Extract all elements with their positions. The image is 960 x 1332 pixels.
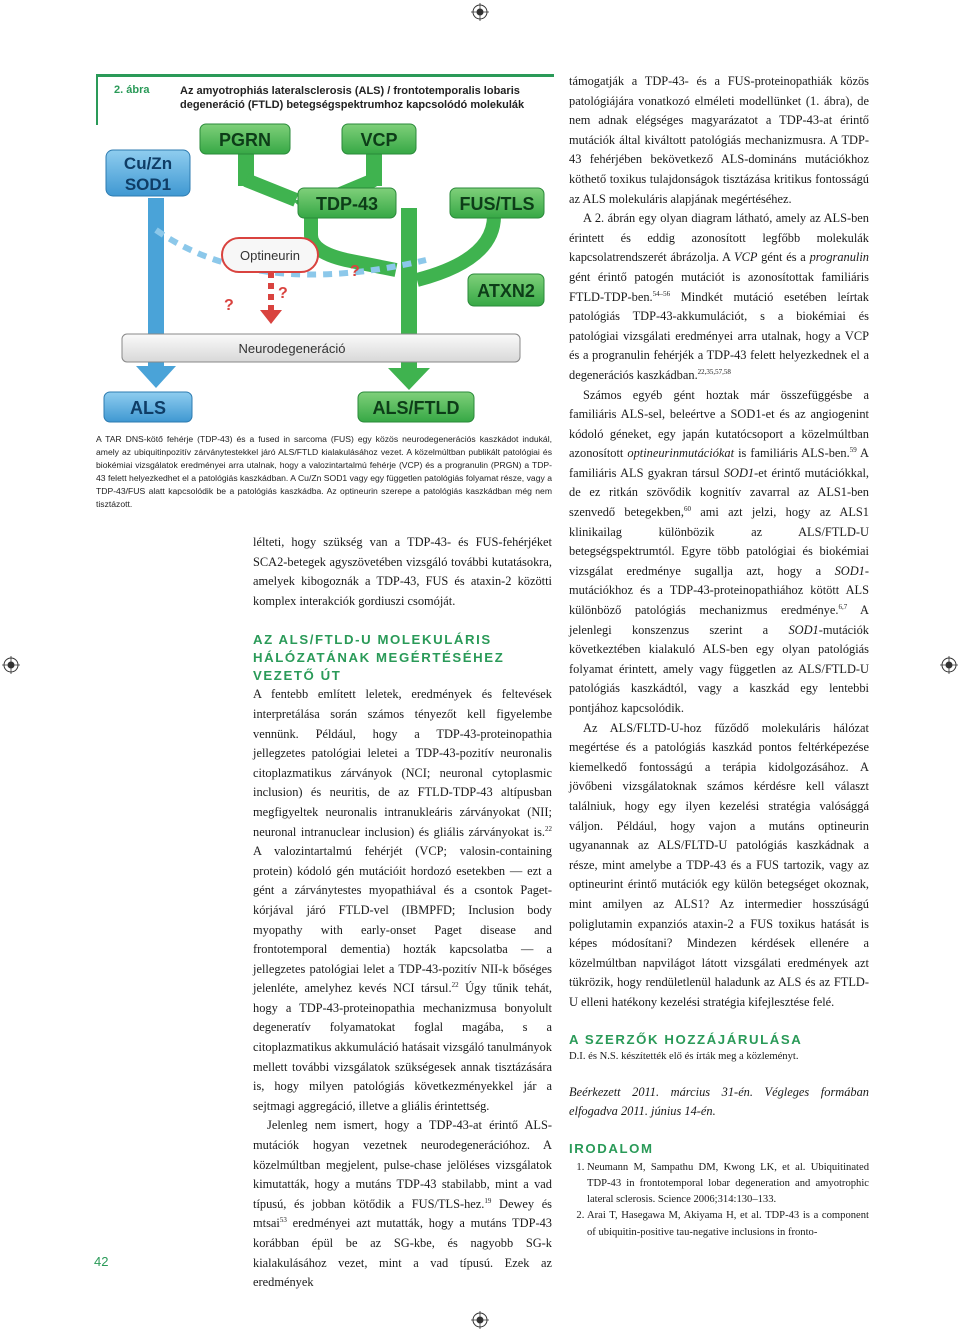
paragraph: Számos egyéb gént hoztak már összefüggésbe a familiáris ALS-sel, beleértve a SOD1-et és az angiogenint kódoló géneket, egy japán kutatócsoport a közelmúltban azonosított optineurinmutációkat is familiáris ALS-ben.$^{59}$ A familiáris ALS gyakran társul SOD1-et érintő mutációkkal, de ez ritkán szövődik kognitív zavarral az ALS1-ben szenvedő betegekben,$^{60}$ ami azt jelzi, hogy az ALS1 klinikailag különbözik az ALS/FTLD-U betegségspektrumtól. Egyre több patológiai és biokémiai vizsgálat eredménye sugallja azt, hogy a SOD1-mutációkhoz és a TDP-43-proteinopathiához kötött ALS különböző patológiás mechanizmus eredménye.$^{6,7}$ A jelenlegi konszenzus szerint a SOD1-mutációk következtében kialakuló ALS-ben egy olyan patológiás folyamat érintett, amely vagy független az ALS/FTLD-U patológiás kaszkádtól, vagy a kaszkád egy lentebbi pontjához kapcsolódik. [569, 387, 870, 715]
question-mark-1: ? [224, 297, 234, 314]
node-alsftld-label: ALS/FTLD [372, 398, 460, 418]
right-column [569, 72, 869, 1241]
references-heading: IRODALOM [569, 1140, 654, 1156]
question-mark-2: ? [278, 285, 288, 302]
paragraph: Az ALS/FLTD-U-hoz fűződő molekuláris hálózat megértése és a patológiás kaszkád pontos feltérképezése kiemelkedő fontosságú a terápia kidolgozásához. A jövőbeni vizsgálatoknak számos kérdésre kell választ találniuk, hogy egy ilyen kezelési stratégia valósággá váljon. Például, hogy vajon a mutáns optineurin ugyanannak az ALS/FLTD-U patológiás kaszkádnak a része, mint amelybe a TDP-43 és a FUS tartozik, vagy az optineurint érintő mutációk egy külön betegséget okoznak, mint amilyen az ALS1? Az intermedier hosszúságú poliglutamin expanziós ataxin-2 a FUS toxikus hatását is képes módosítani? Mindezen kérdések ellenére a közelmúltban napvilágot látott vizsgálati eredmények azt tükrözik, hogy rendületlenül haladunk az ALS és az FTLD-U elleni hatékony kezelési stratégia kifejlesztése felé. [569, 720, 869, 1009]
sod1-arrow-head [136, 366, 176, 388]
page-number: 42 [94, 1254, 109, 1269]
contributions-heading: A SZERZŐK HOZZÁJÁRULÁSA [569, 1031, 803, 1047]
section-heading [253, 631, 552, 685]
node-neurodegeneration-label: Neurodegeneráció [238, 341, 346, 356]
registration-mark-icon [940, 656, 958, 674]
figure-caption: A TAR DNS-kötő fehérje (TDP-43) és a fused in sarcoma (FUS) egy közös neurodegenerációs kaszkádot indukál, amely az ubiquitinpozitív zárványtestekkel járó ALS/FTLD kialakulásához vezet. A közelmúltban publikált patológiai és biokémiai vizsgálatok eredményei arra utalnak, hogy a valozintartalmú fehérje (VCP) és a progranulin (PRGN) a TDP-43 felett helyezkedhet el a patológiás kaszkádban. A Cu/Zn SOD1 vagy egy független patológiás folyamat része, vagy a TDP-43/FUS alatt kapcsolódik be a patológiás kaszkádba. Az optineurin szerepe a patológiás kaszkádban még nem tisztázott. [96, 434, 552, 509]
reference-list [569, 1160, 869, 1241]
middle-column [253, 533, 552, 1293]
node-optineurin-label: Optineurin [240, 248, 300, 263]
registration-mark-icon [471, 1311, 489, 1329]
registration-mark-icon [471, 3, 489, 21]
figure-title: Az amyotrophiás lateralsclerosis (ALS) / frontotemporalis lobaris degeneráció (FTLD) betegségspektrumhoz kapcsolódó molekulák [180, 85, 525, 111]
molecular-cascade-diagram [96, 120, 552, 430]
paragraph: támogatják a TDP-43- és a FUS-proteinopathiák közös patológiájára vonatkozó elméleti modellünket (1. ábra), de nem adnak elégséges magyarázatot a TDP-43-at érintő mutációk által kiváltott patológiás mechanizmusra. A TDP-43 fehérjében bekövetkező ALS-domináns mutációkhoz köthető toxikus tulajdonságok tisztázása kritikus fontosságú az ALS molekuláris alapjának megértéséhez. [569, 74, 869, 206]
contributions-text: D.I. és N.S. készítették elő és írták meg a közleményt. [569, 1050, 799, 1062]
node-atxn2-label: ATXN2 [477, 281, 535, 301]
reference-item: 2. Arai T, Hasegawa M, Akiyama H, et al. TDP-43 is a component of ubiquitin-positive tau-negative inclusions in fronto- [587, 1208, 869, 1240]
question-mark-3: ? [350, 263, 360, 280]
section-heading-text: AZ ALS/FTLD-U MOLEKULÁRIS HÁLÓZATÁNAK MEGÉRTÉSÉHEZ VEZETŐ ÚT [253, 632, 505, 684]
paragraph: Jelenleg nem ismert, hogy a TDP-43-at érintő ALS-mutációk hogyan vezetnek neurodegenerációhoz. A közelmúltban megjelent, pulse-chase jelöléses vizsgálatok kimutatták, hogy a mutáns TDP-43 stabilabb, mint a vad típusú, és jobban kötődik a FUS/TLS-hez.$^{19}$ Dewey és mtsai$^{53}$ eredményei azt mutatták, hogy a mutáns TDP-43 korábban épül be az SG-kbe, és nagyobb SG-k kialakulásához vezet, mint a vad típusú. Ezek az eredmények [253, 1118, 553, 1290]
figure-number: 2. ábra [114, 84, 150, 96]
registration-mark-icon [2, 656, 20, 674]
received-dates: Beérkezett 2011. március 31-én. Végleges formában elfogadva 2011. június 14-én. [569, 1084, 869, 1119]
paragraph: A fentebb említett leletek, eredmények és feltevések interpretálása során számos tényezőt kell figyelembe vennünk. Például, hogy a TDP-43-proteinopathia jellegzetes patológiai leletei a TDP-43-pozitív neuronalis citoplazmatikus zárványok (NCI; neuronal cytoplasmic inclusion) és neuritis, de az FTLD-TDP-43 altípusban megfigyeltek neuronalis intranukleáris zárványokat (NII; neuronal intranuclear inclusion) és gliális zárványokat is.$^{22}$ A valozintartalmú fehérjét (VCP; valosin-containing protein) kódoló gén mutációit hordozó esetekben — ezt a gént a zárványtestes myopathiával és a csontok Paget-kórjával járó FTLD-vel (IBMPFD; Inclusion body myopathy with early-onset Paget disease and frontotemporal dementia) hozták kapcsolatba — a jellegzetes patológiai lelet a TDP-43-pozitív NII-k bőséges jelenléte, amelyhez kevés NCI társul.$^{22}$ Úgy tűnik tehát, hogy a TDP-43-proteinopathia mechanizmusa bonyolult degeneratív folyamatokat foglal magába, s a citoplazmatikus akkumuláció hatásait vizsgáló tanulmányok mellett további vizsgálatok szükségesek annak tisztázására is, hogy milyen patológiás következményekkel jár a sejtmagi aggregáció, illetve a gliális érintettség. [253, 687, 552, 1113]
paragraph: A 2. ábrán egy olyan diagram látható, amely az ALS-ben érintett és eddig azonosított legfőbb molekulák kapcsolatrendszerét ábrázolja. A VCP gént és a progranulin gént érintő patogén mutációt is azonosítottak familiáris FTLD-TDP-ben.$^{54-56}$ Mindkét mutáció esetében leírtak patológiás TDP-43-akkumulációt, s a biokémiai és patológiai vizsgálati eredményei arra utalnak, hogy a VCP és a progranulin fehérjék a TDP-43 felett helyezkednek el a degenerációs kaszkádban.$^{22,35,57,58}$ [569, 211, 869, 382]
reference-item: 1. Neumann M, Sampathu DM, Kwong LK, et al. Ubiquitinated TDP-43 in frontotemporal lobar degeneration and amyotrophic lateral sclerosis. Science 2006;314:130–133. [587, 1160, 869, 1209]
node-pgrn-label: PGRN [218, 130, 272, 150]
node-fustls-label: FUS/TLS [459, 194, 535, 214]
node-als-label: ALS [130, 398, 166, 418]
node-cuzn-label: Cu/Zn [123, 154, 173, 173]
node-vcp-label: VCP [360, 130, 398, 150]
node-sod1-label: SOD1 [124, 175, 172, 194]
node-tdp43-label: TDP-43 [315, 194, 379, 214]
paragraph: lélteti, hogy szükség van a TDP-43- és FUS-fehérjéket SCA2-betegek agyszövetében vizsgáló további kutatásokra, amelyek kibogoznák a TDP-43, FUS és ataxin-2 közötti komplex interakciók gordiuszi csomóját. [253, 535, 552, 608]
